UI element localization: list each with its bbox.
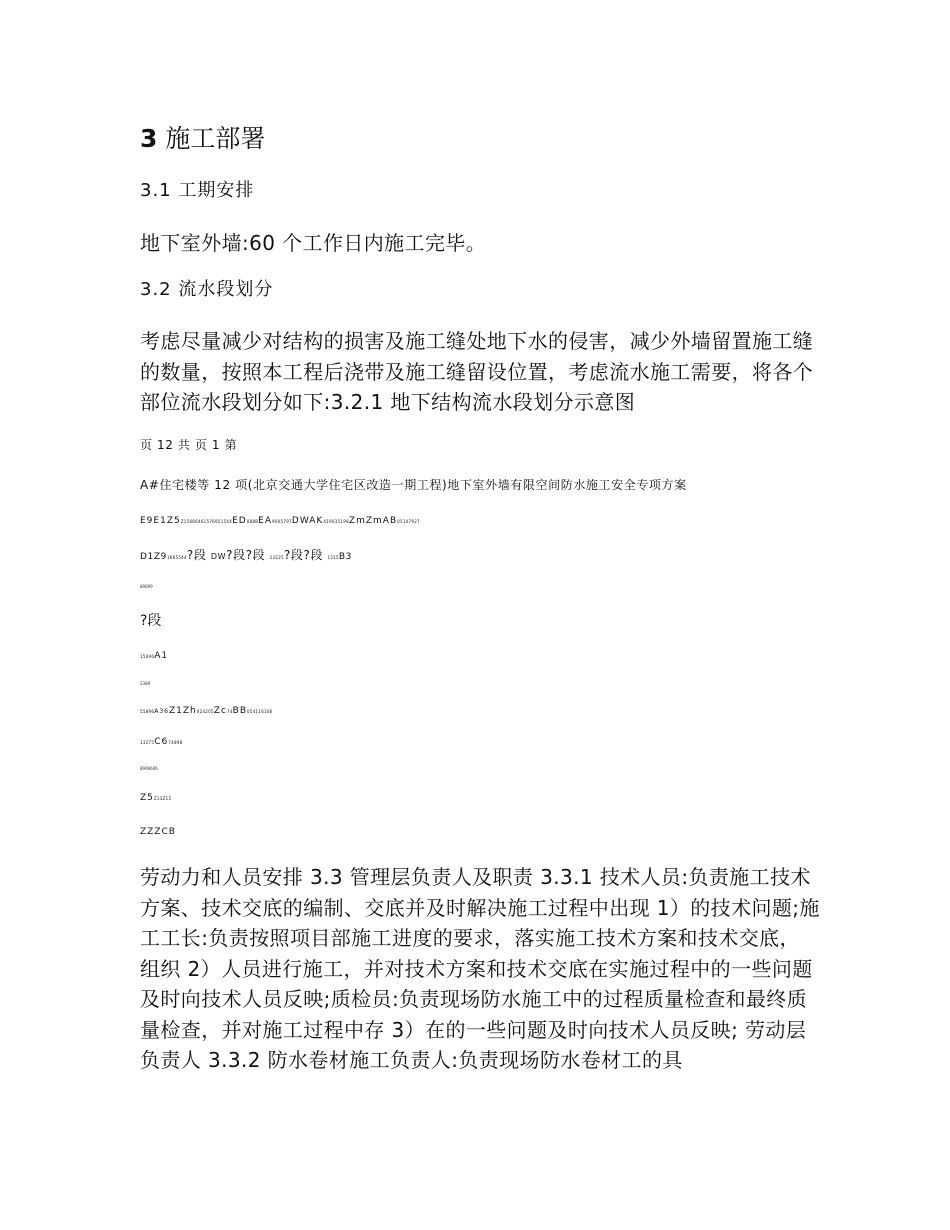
diagram-subtext: 13275 <box>140 740 155 745</box>
diagram-subtext: 6166 <box>261 709 273 714</box>
diagram-subtext: 13225 <box>269 555 284 560</box>
diagram-subtext: 15696 <box>140 654 155 659</box>
diagram-subtext: 024205 <box>196 709 214 714</box>
diagram-subtext: 1515 <box>327 555 339 560</box>
diagram-text: ?段?段 <box>226 548 270 562</box>
personnel-paragraph: 劳动力和人员安排 3.3 管理层负责人及职责 3.3.1 技术人员:负责施工技术方案、技术交底的编制、交底并及时解决施工过程中出现 1）的技术问题;施工工长:负责按照项目部施工进度的要求，落实施工技术方案和技术交底，组织 2）人员进行施工，并对技术方案和技术交底在实施过程中的一些问题及时向技术人员反映;质检员:负责现场防水施工中的过程质量检查和最终质量检查，并对施工过程中存 3）在的一些问题及时向技术人员反映; 劳动层负责人 3.3.2 防水卷材施工负责人:负责现场防水卷材工的具 <box>140 865 820 1072</box>
diagram-text: Zc <box>213 706 227 716</box>
diagram-row-2 <box>140 546 352 567</box>
section-heading-3-1: 3.1 工期安排 <box>140 180 255 201</box>
chapter-title: 施工部署 <box>157 124 266 153</box>
diagram-text: Z1Zh <box>168 706 197 716</box>
section-heading-3-2: 3.2 流水段划分 <box>140 279 274 300</box>
diagram-subtext: 05147927 <box>397 519 420 524</box>
chapter-heading <box>140 122 265 156</box>
diagram-text: C6 <box>154 737 169 747</box>
diagram-subtext: Z13Z15 <box>153 796 172 801</box>
diagram-text: E9E1Z5 <box>140 516 181 526</box>
schedule-paragraph: 地下室外墙:60 个工作日内施工完毕。 <box>140 231 487 255</box>
diagram-row-5 <box>140 649 168 664</box>
document-title-line: A#住宅楼等 12 项(北京交通大学住宅区改造一期工程)地下室外墙有限空间防水施工安全专项方案 <box>140 478 687 492</box>
diagram-text: D1Z9 <box>140 552 167 562</box>
diagram-text: ZmZmAB <box>348 516 398 526</box>
diagram-row-6: 2389 <box>140 681 151 686</box>
diagram-subtext: 1665544 <box>166 555 187 560</box>
diagram-text: A36 <box>154 708 169 715</box>
diagram-row-4: ?段 <box>140 613 162 629</box>
diagram-text: B3 <box>338 552 352 562</box>
flow-section-paragraph: 考虑尽量减少对结构的损害及施工缝处地下水的侵害，减少外墙留置施工缝的数量，按照本工程后浇带及施工缝留设位置，考虑流水施工需要，将各个部位流水段划分如下:3.2.1 地下结构流水段划分示意图 <box>140 329 814 414</box>
diagram-text: ?段 <box>186 548 211 562</box>
diagram-text: DW <box>210 552 227 561</box>
diagram-text: EA <box>258 516 272 526</box>
diagram-row-7 <box>140 704 273 719</box>
diagram-text: Z5 <box>140 793 154 803</box>
page-number-line: 页 12 共 页 1 第 <box>140 438 238 452</box>
diagram-subtext: 74898 <box>168 740 183 745</box>
diagram-row-11: ZZZCB <box>140 827 176 837</box>
diagram-text: A1 <box>154 651 169 661</box>
diagram-text: ?段?段 <box>283 548 328 562</box>
diagram-text: ED <box>232 516 247 526</box>
diagram-subtext: 74 <box>226 709 233 714</box>
diagram-text: BB <box>232 706 248 716</box>
diagram-row-9: 8999606 <box>140 766 158 771</box>
diagram-row-3: 89699 <box>140 584 153 589</box>
diagram-text: DWAK <box>291 516 324 526</box>
chapter-number: 3 <box>140 124 158 153</box>
diagram-subtext: 0888 <box>246 519 259 524</box>
diagram-row-8 <box>140 735 182 750</box>
diagram-subtext: 9005797 <box>271 519 292 524</box>
diagram-row-10 <box>140 791 171 806</box>
diagram-subtext: 05411 <box>247 709 262 714</box>
diagram-subtext: 419035198 <box>323 519 349 524</box>
diagram-subtext: Z15666461576951544 <box>180 519 233 524</box>
diagram-subtext: 55896 <box>140 709 155 714</box>
diagram-row-1 <box>140 514 420 529</box>
